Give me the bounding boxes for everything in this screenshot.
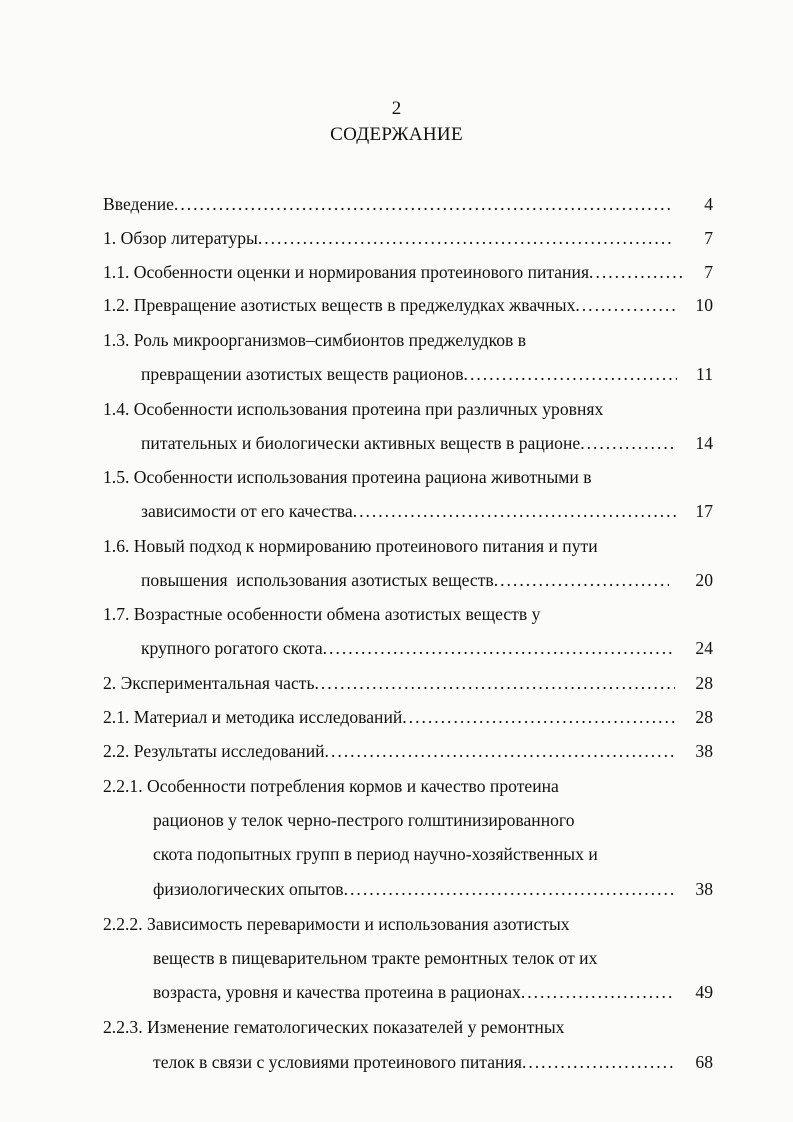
toc-entry-2-2-1-line4[interactable] (153, 875, 677, 903)
toc-entry-number: 1.2. (103, 295, 130, 315)
toc-entry-text: повышения использования азотистых веществ (141, 570, 494, 590)
toc-entry-1-4-line2[interactable] (141, 429, 675, 457)
toc-entry-2-2-1-line2: рационов у телок черно-пестрого голштинизированного (153, 810, 575, 830)
toc-entry-page: 14 (695, 433, 713, 453)
toc-entry-text: Обзор литературы (120, 228, 258, 248)
toc-entry-1-5-line2[interactable] (141, 497, 677, 525)
toc-entry-1-3-line1[interactable] (103, 326, 526, 354)
toc-entry-text: Введение (103, 194, 174, 214)
toc-entry-2-1[interactable] (103, 703, 677, 731)
toc-entry-1-4-line1[interactable] (103, 395, 603, 423)
toc-entry-page: 38 (695, 741, 713, 761)
toc-entry-1-5-line1[interactable] (103, 463, 592, 491)
toc-entry-page: 17 (695, 501, 713, 521)
toc-entry-text: Зависимость переваримости и использования азотистых (147, 914, 570, 934)
toc-entry-page: 4 (704, 194, 713, 214)
toc-entry-page: 28 (695, 673, 713, 693)
toc-entry-2-2-1-line3: скота подопытных групп в период научно-хозяйственных и (153, 844, 598, 864)
toc-entry-1-7-line1[interactable] (103, 600, 540, 628)
toc-entry-text: Материал и методика исследований (133, 707, 403, 727)
toc-entry-text: Экспериментальная часть (120, 673, 315, 693)
toc-entry-1-6-line2[interactable] (141, 566, 669, 594)
toc-entry-1-7-line2[interactable] (141, 634, 675, 662)
toc-entry-text: превращении азотистых веществ рационов (141, 364, 464, 384)
toc-entry-text: физиологических опытов (153, 879, 344, 899)
toc-entry-2-2-2-line2: веществ в пищеварительном тракте ремонтных телок от их (153, 948, 598, 968)
toc-entry-2-2-2-line1[interactable] (103, 910, 570, 938)
toc-entry-2-2-1-line1[interactable] (103, 772, 559, 800)
toc-entry-experimental-part[interactable] (103, 669, 675, 697)
toc-entry-number: 2.2.2. (103, 914, 143, 934)
toc-entry-literature-review[interactable] (103, 224, 673, 252)
toc-entry-2-2-3-line1[interactable] (103, 1013, 564, 1041)
page-number: 2 (391, 98, 402, 119)
toc-entry-2-2[interactable] (103, 737, 673, 765)
toc-entry-text: питательных и биологически активных веществ в рационе (141, 433, 581, 453)
toc-entry-text: Новый подход к нормированию протеинового питания и пути (133, 536, 598, 556)
page-title: СОДЕРЖАНИЕ (330, 124, 463, 145)
toc-entry-text: зависимости от его качества (141, 501, 353, 521)
toc-entry-number: 2.1. (103, 707, 130, 727)
toc-entry-1-3-line2[interactable] (141, 360, 677, 388)
toc-entry-page: 28 (695, 707, 713, 727)
toc-entry-number: 1.6. (103, 536, 130, 556)
toc-entry-number: 2.2.1. (103, 776, 143, 796)
toc-entry-text: Особенности потребления кормов и качество протеина (147, 776, 559, 796)
toc-entry-number: 1.3. (103, 330, 130, 350)
toc-entry-text: Особенности использования протеина при различных уровнях (133, 399, 604, 419)
toc-entry-text: Изменение гематологических показателей у ремонтных (147, 1017, 565, 1037)
toc-entry-number: 1.5. (103, 467, 130, 487)
toc-entry-number: 1.7. (103, 604, 130, 624)
toc-entry-1-1[interactable] (103, 258, 683, 286)
toc-entry-text: Роль микроорганизмов–симбионтов преджелудков в (133, 330, 527, 350)
toc-entry-page: 68 (695, 1052, 713, 1072)
toc-entry-number: 1.4. (103, 399, 130, 419)
toc-entry-page: 24 (695, 638, 713, 658)
toc-entry-text: крупного рогатого скота (141, 638, 323, 658)
toc-entry-page: 11 (696, 364, 713, 384)
toc-entry-text: Результаты исследований (133, 741, 325, 761)
toc-entry-number: 1.1. (103, 262, 130, 282)
toc-entry-introduction[interactable] (103, 190, 673, 218)
toc-entry-text: Особенности оценки и нормирования протеинового питания (133, 262, 590, 282)
toc-entry-page: 49 (695, 982, 713, 1002)
toc-entry-text: Возрастные особенности обмена азотистых веществ у (133, 604, 541, 624)
toc-entry-text: возраста, уровня и качества протеина в рационах (153, 982, 521, 1002)
toc-entry-number: 2.2. (103, 741, 130, 761)
toc-entry-text: Превращение азотистых веществ в преджелудках жвачных (133, 295, 576, 315)
toc-entry-2-2-3-line2[interactable] (153, 1048, 673, 1076)
toc-entry-number: 1. (103, 228, 117, 248)
toc-entry-page: 10 (695, 295, 713, 315)
toc-entry-number: 2. (103, 673, 117, 693)
toc-entry-1-2[interactable] (103, 291, 675, 319)
toc-entry-text: Особенности использования протеина рациона животными в (133, 467, 592, 487)
toc-entry-number: 2.2.3. (103, 1017, 143, 1037)
toc-entry-1-6-line1[interactable] (103, 532, 598, 560)
toc-entry-page: 20 (695, 570, 713, 590)
toc-entry-page: 38 (695, 879, 713, 899)
toc-entry-text: телок в связи с условиями протеинового питания (153, 1052, 522, 1072)
toc-entry-2-2-2-line3[interactable] (153, 978, 673, 1006)
toc-entry-page: 7 (704, 262, 713, 282)
toc-entry-page: 7 (704, 228, 713, 248)
